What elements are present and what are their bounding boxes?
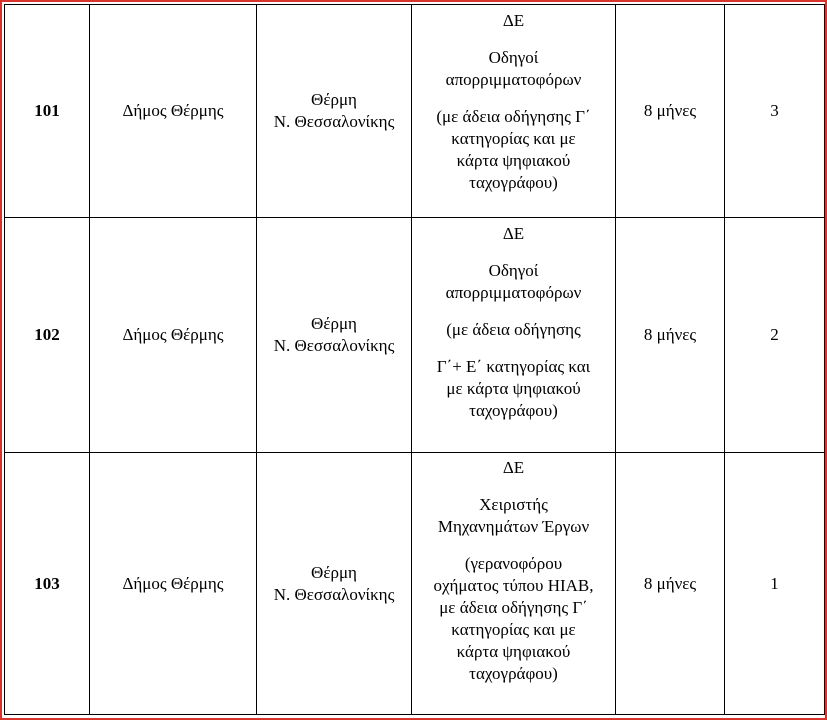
specialty-detail-line: ταχογράφου) [469, 173, 558, 192]
location-prefecture: Ν. Θεσσαλονίκης [273, 336, 395, 355]
specialty-detail-line: ταχογράφου) [469, 664, 558, 683]
position-code: 102 [5, 218, 90, 453]
specialty-detail-line: Γ΄+ Ε΄ κατηγορίας και [436, 357, 591, 376]
specialty-title-line: απορριμματοφόρων [445, 70, 582, 89]
contract-duration: 8 μήνες [616, 453, 725, 715]
contract-duration: 8 μήνες [616, 218, 725, 453]
specialty-category: ΔΕ [502, 458, 525, 477]
position-code: 101 [5, 5, 90, 218]
location-city: Θέρμη [311, 90, 357, 109]
specialty-detail-line: (με άδεια οδήγησης [446, 320, 581, 339]
position-code: 103 [5, 453, 90, 715]
specialty-detail-line: κάρτα ψηφιακού [456, 151, 571, 170]
specialty-title-line: Μηχανημάτων Έργων [437, 517, 590, 536]
service-name: Δήμος Θέρμης [90, 5, 257, 218]
service-name: Δήμος Θέρμης [90, 218, 257, 453]
specialty-title-line: απορριμματοφόρων [445, 283, 582, 302]
specialty-detail-line: με κάρτα ψηφιακού [446, 379, 581, 398]
specialty-detail-line: κατηγορίας και με [451, 129, 576, 148]
specialty-cell [412, 453, 616, 715]
specialty-cell [412, 5, 616, 218]
specialty-title-line: Οδηγοί [488, 48, 539, 67]
specialty-detail-line: (γερανοφόρου [464, 554, 563, 573]
specialty-cell [412, 218, 616, 453]
positions-table [4, 4, 825, 715]
position-count: 1 [725, 453, 825, 715]
table-row [5, 5, 825, 218]
table-row [5, 453, 825, 715]
specialty-title-line: Χειριστής [479, 495, 548, 514]
specialty-detail-line: με άδεια οδήγησης Γ΄ [439, 598, 588, 617]
specialty-category: ΔΕ [502, 11, 525, 30]
location-cell [257, 453, 412, 715]
location-cell [257, 218, 412, 453]
location-prefecture: Ν. Θεσσαλονίκης [273, 112, 395, 131]
location-city: Θέρμη [311, 314, 357, 333]
contract-duration: 8 μήνες [616, 5, 725, 218]
table-row [5, 218, 825, 453]
specialty-detail-line: (με άδεια οδήγησης Γ΄ [436, 107, 591, 126]
location-city: Θέρμη [311, 562, 357, 582]
specialty-detail-line: κάρτα ψηφιακού [456, 642, 571, 661]
specialty-detail-line: ταχογράφου) [469, 401, 558, 420]
specialty-detail-line: κατηγορίας και με [451, 620, 576, 639]
specialty-detail-line: οχήματος τύπου HIAB, [433, 576, 594, 595]
location-cell [257, 5, 412, 218]
service-name: Δήμος Θέρμης [90, 453, 257, 715]
location-prefecture: Ν. Θεσσαλονίκης [273, 584, 395, 604]
specialty-category: ΔΕ [502, 224, 525, 243]
specialty-title-line: Οδηγοί [488, 261, 539, 280]
position-count: 2 [725, 218, 825, 453]
position-count: 3 [725, 5, 825, 218]
